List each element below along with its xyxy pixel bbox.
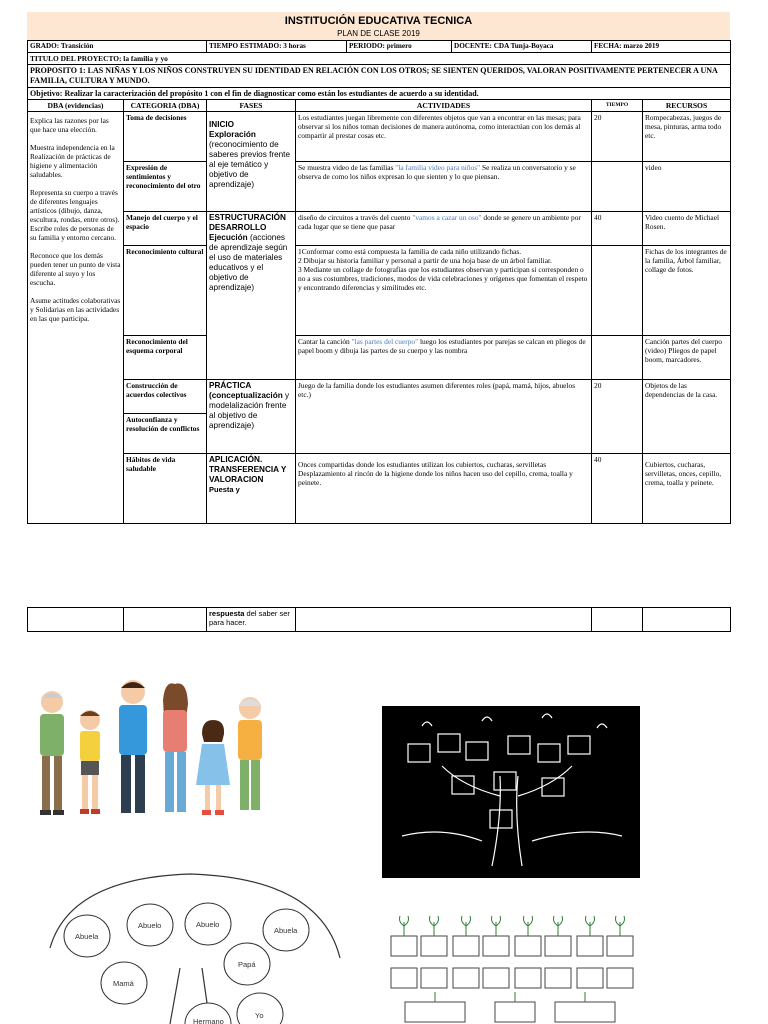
family-tree-black-illustration (382, 706, 640, 878)
tree-label: Abuelo (138, 921, 162, 930)
activity-cell: Juego de la familia donde los estudiantes asumen diferentes roles (papá, mamá, hijos, abuelos etc.) (296, 380, 592, 454)
time-cell (592, 162, 643, 212)
resource-cell: Cubiertos, cucharas, servilletas, onces, cepillo, crema, toalla y peinete. (643, 454, 731, 524)
grandma-figure (238, 697, 262, 810)
resource-cell: video (643, 162, 731, 212)
objective-text: Objetivo: Realizar la caracterización del propósito 1 con el fin de diagnosticar como están los estudiantes de acuerdo a su identidad. (28, 88, 731, 100)
category-cell: Autoconfianza y resolución de conflictos (124, 414, 207, 454)
tree-label: Papá (238, 960, 256, 969)
resource-cell: Canción partes del cuerpo (video) Pliegos de papel boom, marcadores. (643, 336, 731, 380)
col-dba: DBA (evidencias) (28, 100, 124, 112)
document-header (27, 12, 730, 40)
category-cell: Expresión de sentimientos y reconocimiento del otro (124, 162, 207, 212)
tree-label: Mamá (113, 979, 134, 988)
phase-continuation: respuesta del saber ser para hacer. (207, 608, 296, 632)
activity-cell: Onces compartidas donde los estudiantes utilizan los cubiertos, cucharas, servilletas Desplazamiento al rincón de la higiene donde los niños hacen uso del cepillo, crema, toalla y peinete. (296, 454, 592, 524)
category-cell: Manejo del cuerpo y el espacio (124, 212, 207, 246)
purpose-text: PROPOSITO 1: LAS NIÑAS Y LOS NIÑOS CONSTRUYEN SU IDENTIDAD EN RELACIÓN CON LOS OTROS; SE SIENTEN QUERIDOS, VALORAN POSITIVAMENTE PERTENECER A UNA FAMILIA, CULTURA Y MUNDO. (28, 65, 731, 88)
girl-figure (196, 720, 230, 815)
time-cell (592, 336, 643, 380)
video-link[interactable]: "la familia video para niños" (395, 163, 481, 172)
time-cell: 20 (592, 380, 643, 454)
col-actividades: ACTIVIDADES (296, 100, 592, 112)
phase-inicio: INICIO Exploración (reconocimiento de saberes previos frente al eje temático y objetivo de aprendizaje) (207, 112, 296, 212)
tree-label: Yo (255, 1011, 264, 1020)
plan-table (27, 40, 731, 524)
project-title: TITULO DEL PROYECTO: la familia y yo (28, 53, 731, 65)
plan-subtitle: PLAN DE CLASE 2019 (337, 29, 420, 38)
category-cell: Toma de decisiones (124, 112, 207, 162)
phase-practica: PRÁCTICA (conceptualización y modelalización frente al objetivo de aprendizaje) (207, 380, 296, 454)
category-cell: Hábitos de vida saludable (124, 454, 207, 524)
fecha-cell: FECHA: marzo 2019 (592, 41, 731, 53)
tiempo-estimado-cell: TIEMPO ESTIMADO: 3 horas (207, 41, 347, 52)
plant-boxes-tree-illustration (385, 908, 635, 1024)
tree-label: Abuela (75, 932, 99, 941)
dba-cell: Explica las razones por las que hace una elección. Muestra independencia en la Realización de prácticas de higiene y alimentación saludables. Representa su cuerpo a través de diferentes lenguajes artísticos (dibujo, danza, escultura, rondas, entre otros). Escribe roles de personas de su familia y entorno cercano. Reconoce que los demás pueden tener un punto de vista diferente al suyo y los escucha. Asume actitudes colaborativas y Solidarias en las actividades en las que participa. (28, 112, 124, 524)
resource-cell: Objetos de las dependencias de la casa. (643, 380, 731, 454)
time-cell: 40 (592, 212, 643, 246)
family-illustration (30, 660, 270, 830)
activity-cell: Se muestra video de las familias "la familia video para niños" Se realiza un conversatorio y se observa de como los niños expresan lo que sienten y lo que piensan. (296, 162, 592, 212)
tree-label: Abuelo (196, 920, 220, 929)
boy-figure (80, 710, 100, 814)
activity-cell: Los estudiantes juegan libremente con diferentes objetos que van a encontrar en las mesas; para observar si los niños toman decisiones de manera autónoma, como interactúan con los demás al compartir al prestar cosas etc. (296, 112, 592, 162)
activity-cell: 1Conformar como está compuesta la familia de cada niño utilizando fichas. 2 Dibujar su historia familiar y personal a partir de una hoja base de un árbol familiar. 3 Mediante un collage de fotografías que los estudiantes observan y participan si corresponden o no a sus costumbres, tradiciones, modos de vida celebraciones y orígenes que fomentan el respeto y encontrando diferencias y similitudes etc. (296, 246, 592, 336)
tree-label: Hermano (193, 1017, 224, 1024)
time-cell: 40 (592, 454, 643, 524)
phase-desarrollo: ESTRUCTURACIÓN DESARROLLO Ejecución (acciones de aprendizaje según el uso de materiales educativos y el objetivo de aprendizaje) (207, 212, 296, 380)
info-row (28, 41, 731, 53)
institution-title: INSTITUCIÓN EDUCATIVA TECNICA (284, 15, 473, 27)
category-cell: Construcción de acuerdos colectivos (124, 380, 207, 414)
col-categoria: CATEGORIA (DBA) (124, 100, 207, 112)
phase-aplicacion: APLICACIÓN. TRANSFERENCIA Y VALORACION Puesta y (207, 454, 296, 524)
docente-cell: DOCENTE: CDA Tunja-Boyaca (454, 42, 554, 50)
column-header-row (28, 100, 731, 112)
continuation-table (27, 607, 731, 632)
col-recursos: RECURSOS (643, 100, 731, 112)
activity-cell: Cantar la canción "las partes del cuerpo" luego los estudiantes por parejas se calcan en pliegos de papel boom y dibuja las partes de su cuerpo y las nombra (296, 336, 592, 380)
time-cell: 20 (592, 112, 643, 162)
dad-figure (119, 680, 147, 813)
periodo-cell: PERIODO: primero (347, 41, 452, 52)
story-link[interactable]: "vamos a cazar un oso" (412, 213, 482, 222)
family-tree-names-illustration (30, 868, 350, 1024)
time-cell (592, 246, 643, 336)
song-link[interactable]: "las partes del cuerpo" (351, 337, 419, 346)
activity-cell: diseño de circuitos a través del cuento "vamos a cazar un oso" donde se genere un ambiente por cada lugar que se tiene que pasar (296, 212, 592, 246)
tree-label: Abuela (274, 926, 298, 935)
grado-cell: GRADO: Transición (28, 41, 207, 53)
category-cell: Reconocimiento del esquema corporal (124, 336, 207, 380)
mom-figure (163, 683, 188, 812)
col-tiempo: TIEMPO (592, 100, 643, 112)
resource-cell: Rompecabezas, juegos de mesa, pinturas, arma todo etc. (643, 112, 731, 162)
lesson-plan-sheet (27, 12, 730, 524)
col-fases: FASES (207, 100, 296, 112)
grandpa-figure (40, 691, 64, 815)
category-cell: Reconocimiento cultural (124, 246, 207, 336)
resource-cell: Video cuento de Michael Rosen. (643, 212, 731, 246)
resource-cell: Fichas de los integrantes de la familia, Árbol familiar, collage de fotos. (643, 246, 731, 336)
